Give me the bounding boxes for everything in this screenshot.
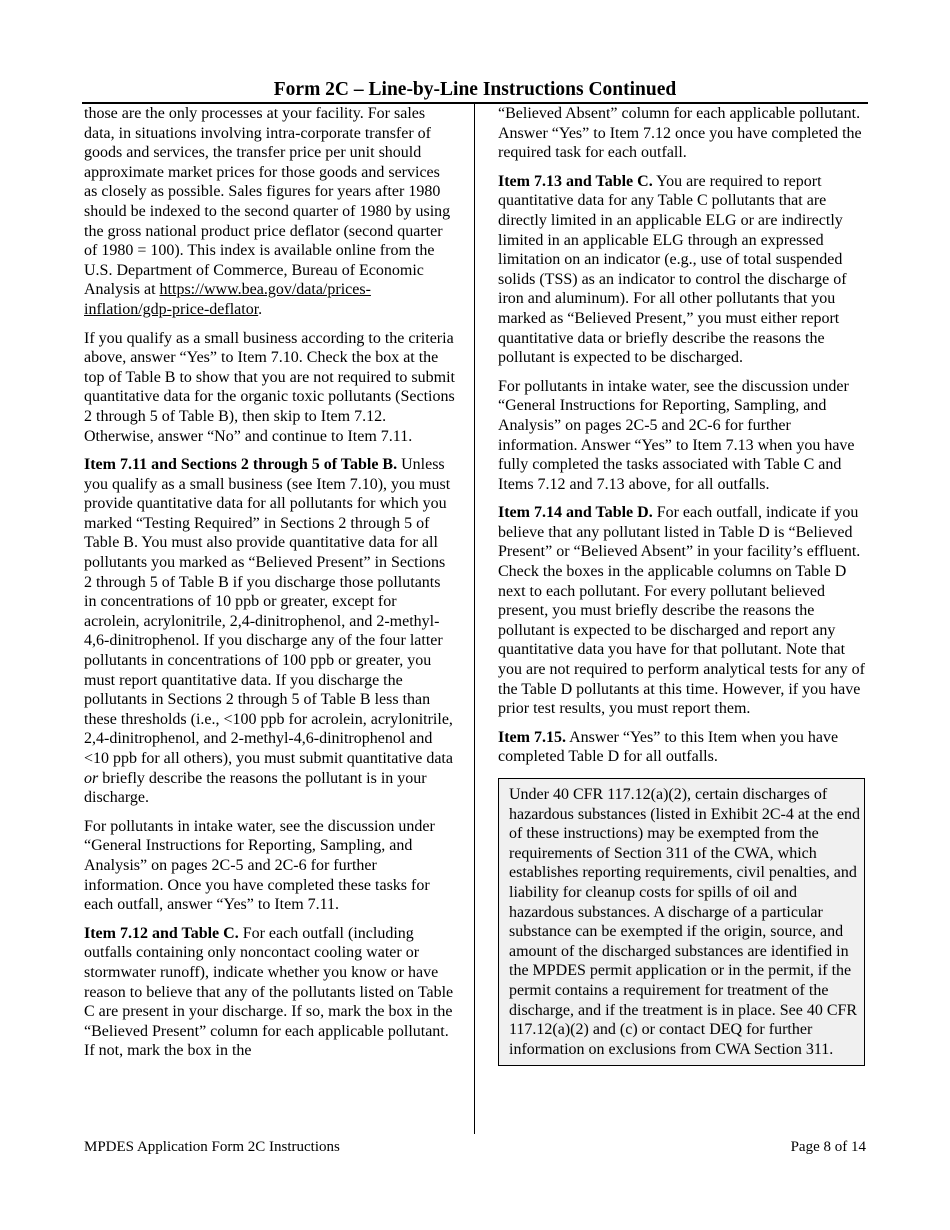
paragraph-sales-data [84, 104, 456, 320]
item-7-14-heading: Item 7.14 and Table D. [498, 504, 653, 522]
item-7-11-or: or [84, 769, 99, 787]
paragraph-item-7-11 [84, 455, 456, 808]
paragraph-item-7-14 [498, 503, 870, 719]
paragraph-text: those are the only processes at your facility. For sales data, in situations involving intra-corporate transfer of goods and services, the transfer price per unit should approximate market prices for those goods and services as closely as possible. Sales figures for years after 1980 should be indexed to the second quarter of 1980 by using the gross national product price deflator (second quarter of 1980 = 100). This index is available online from the U.S. Department of Commerce, Bureau of Economic Analysis at [84, 105, 451, 299]
paragraph-item-7-13 [498, 172, 870, 368]
page-title: Form 2C – Line-by-Line Instructions Continued [273, 79, 677, 100]
item-7-12-heading: Item 7.12 and Table C. [84, 924, 239, 942]
item-7-11-heading: Item 7.11 and Sections 2 through 5 of Table B. [84, 456, 398, 474]
paragraph-item-7-12-continued: “Believed Absent” column for each applicable pollutant. Answer “Yes” to Item 7.12 once you have completed the required task for each outfall. [498, 105, 862, 162]
paragraph-intake-water-7-11: For pollutants in intake water, see the discussion under “General Instructions for Reporting, Sampling, and Analysis” on pages 2C-5 and 2C-6 for further information. Once you have completed these tasks for each outfall, answer “Yes” to Item 7.11. [84, 817, 435, 914]
paragraph-item-7-12 [84, 924, 456, 1061]
item-7-13-text: You are required to report quantitative data for any Table C pollutants that are directly limited in an applicable ELG or are indirectly limited in an applicable ELG through an expressed limitation on an indicator (e.g., use of total suspended solids (TSS) as an indicator to control the discharge of iron and aluminum). For all other pollutants that you marked as “Believed Present,” you must either report quantitative data or briefly describe the reasons the pollutant is expected to be discharged. [498, 172, 847, 367]
item-7-15-heading: Item 7.15. [498, 728, 566, 746]
bea-deflator-link[interactable]: https://www.bea.gov/data/prices-inflation/gdp-price-deflator [84, 281, 371, 318]
item-7-11-text-a: Unless you qualify as a small business (see Item 7.10), you must provide quantitative data for all pollutants for which you marked “Testing Required” in Sections 2 through 5 of Table B. You must also provide quantitative data for all pollutants you marked as “Believed Present” in Sections 2 through 5 of Table B if you discharge those pollutants in concentrations of 10 ppb or greater, except for acrolein, acrylonitrile, 2,4-dinitrophenol, and 2-methyl-4,6-dinitrophenol. If you discharge any of the four latter pollutants in concentrations of 100 ppb or greater, you must report quantitative data. If you discharge the pollutants in Sections 2 through 5 of Table B less than these thresholds (i.e., <100 ppb for acrolein, acrylonitrile, 2,4-dinitrophenol, and 2-methyl-4,6-dinitrophenol and <10 ppb for all others), you must submit quantitative data [84, 456, 453, 767]
paragraph-small-business: If you qualify as a small business according to the criteria above, answer “Yes” to Item 7.10. Check the box at the top of Table B to show that you are not required to submit quantitative data for the organic toxic pollutants (Sections 2 through 5 of Table B), then skip to Item 7.12. Otherwise, answer “No” and continue to Item 7.11. [84, 329, 455, 445]
item-7-13-heading: Item 7.13 and Table C. [498, 172, 653, 190]
footer-document-name: MPDES Application Form 2C Instructions [84, 1139, 340, 1155]
column-divider [474, 103, 475, 1134]
item-7-12-text: For each outfall (including outfalls containing only noncontact cooling water or stormwater runoff), indicate whether you know or have reason to believe that any of the pollutants listed on Table C are present in your discharge. If so, mark the box in the “Believed Present” column for each applicable pollutant. If not, mark the box in the [84, 924, 454, 1060]
item-7-11-text-b: briefly describe the reasons the pollutant is in your discharge. [84, 769, 427, 807]
paragraph-item-7-15 [498, 728, 870, 767]
cfr-exemption-note-box [498, 778, 865, 1066]
item-7-15-text: Answer “Yes” to this Item when you have completed Table D for all outfalls. [498, 728, 839, 766]
left-column [84, 104, 456, 1070]
item-7-14-text: For each outfall, indicate if you believe that any pollutant listed in Table D is “Believed Present” or “Believed Absent” in your facility’s effluent. Check the boxes in the applicable columns on Table D next to each pollutant. For every pollutant believed present, you must briefly describe the reasons the pollutant is expected to be discharged and report any quantitative data you have for that pollutant. Note that you are not required to perform analytical tests for any of the Table D pollutants at this time. However, if you have prior test results, you must report them. [498, 504, 865, 718]
paragraph-intake-water-7-13: For pollutants in intake water, see the discussion under “General Instructions for Reporting, Sampling, and Analysis” on pages 2C-5 and 2C-6 for further information. Answer “Yes” to Item 7.13 when you have fully completed the tasks associated with Table C and Items 7.12 and 7.13 above, for all outfalls. [498, 377, 855, 493]
paragraph-end: . [258, 300, 263, 318]
footer-page-number: Page 8 of 14 [790, 1139, 866, 1155]
note-box-text: Under 40 CFR 117.12(a)(2), certain discharges of hazardous substances (listed in Exhibit 2C-4 at the end of these instructions) may be exempted from the requirements of Section 311 of the CWA, which establishes reporting requirements, civil penalties, and liability for cleanup costs for spills of oil and hazardous substances. A discharge of a particular substance can be exempted if the origin, source, and amount of the discharged substances are identified in the MPDES permit application or in the permit, if the permit contains a requirement for treatment of the discharge, and if the treatment is in place. See 40 CFR 117.12(a)(2) and (c) or contact DEQ for further information on exclusions from CWA Section 311. [509, 786, 861, 1058]
right-column [498, 104, 870, 1066]
